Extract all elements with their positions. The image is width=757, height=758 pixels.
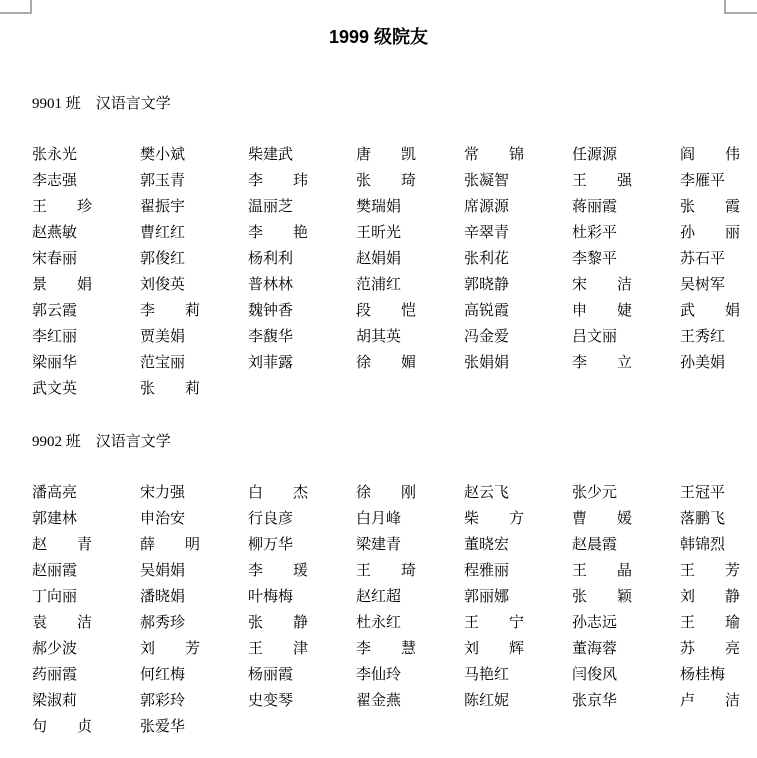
alumni-name: 卢 洁 <box>680 693 740 709</box>
alumni-name: 张 霞 <box>680 199 740 215</box>
alumni-name: 杜永红 <box>356 615 402 631</box>
alumni-name: 王 宁 <box>464 615 524 631</box>
alumni-name: 武 娟 <box>680 303 740 319</box>
alumni-name: 魏钟香 <box>248 303 294 319</box>
alumni-name: 段 恺 <box>356 303 416 319</box>
alumni-name: 马艳红 <box>464 667 510 683</box>
alumni-name: 赵娟娟 <box>356 251 402 267</box>
alumni-name: 郭晓静 <box>464 277 510 293</box>
alumni-name: 句 贞 <box>32 719 92 735</box>
alumni-name: 程雅丽 <box>464 563 510 579</box>
alumni-name: 王 强 <box>572 173 632 189</box>
alumni-name: 王秀红 <box>680 329 726 345</box>
alumni-name: 申治安 <box>140 511 186 527</box>
alumni-name: 叶梅梅 <box>248 589 294 605</box>
alumni-name: 景 娟 <box>32 277 92 293</box>
alumni-name: 曹 媛 <box>572 511 632 527</box>
alumni-name: 张爱华 <box>140 719 186 735</box>
alumni-name: 徐 媚 <box>356 355 416 371</box>
alumni-name: 贾美娟 <box>140 329 186 345</box>
alumni-name: 王 珍 <box>32 199 92 215</box>
alumni-name: 王 晶 <box>572 563 632 579</box>
alumni-name: 董海蓉 <box>572 641 618 657</box>
alumni-name: 柴建武 <box>248 147 294 163</box>
alumni-name: 普林林 <box>248 277 294 293</box>
alumni-name: 曹红红 <box>140 225 186 241</box>
alumni-name: 郭彩玲 <box>140 693 186 709</box>
alumni-name: 落鹏飞 <box>680 511 726 527</box>
alumni-name: 潘晓娟 <box>140 589 186 605</box>
alumni-name: 梁建青 <box>356 537 402 553</box>
alumni-name: 翟金燕 <box>356 693 402 709</box>
alumni-name: 郭云霞 <box>32 303 78 319</box>
alumni-name: 张 静 <box>248 615 308 631</box>
alumni-name: 李红丽 <box>32 329 78 345</box>
alumni-name: 陈红妮 <box>464 693 510 709</box>
alumni-name: 张 莉 <box>140 381 200 397</box>
alumni-name: 赵红超 <box>356 589 402 605</box>
alumni-name: 李 慧 <box>356 641 416 657</box>
alumni-name: 张 颖 <box>572 589 632 605</box>
alumni-name: 赵丽霞 <box>32 563 78 579</box>
alumni-name: 李 莉 <box>140 303 200 319</box>
alumni-name: 范浦红 <box>356 277 402 293</box>
alumni-name: 吴娟娟 <box>140 563 186 579</box>
alumni-name: 常 锦 <box>464 147 524 163</box>
alumni-name: 高锐霞 <box>464 303 510 319</box>
alumni-name: 李 艳 <box>248 225 308 241</box>
alumni-name: 刘 静 <box>680 589 740 605</box>
alumni-name: 宋春丽 <box>32 251 78 267</box>
alumni-name: 苏石平 <box>680 251 726 267</box>
alumni-name: 柳万华 <box>248 537 294 553</box>
alumni-name: 张少元 <box>572 485 618 501</box>
alumni-name: 李 立 <box>572 355 632 371</box>
alumni-name: 王 芳 <box>680 563 740 579</box>
alumni-name: 董晓宏 <box>464 537 510 553</box>
name-grid-9901 <box>32 142 740 402</box>
alumni-name: 李雁平 <box>680 173 726 189</box>
alumni-name: 张京华 <box>572 693 618 709</box>
alumni-name: 席源源 <box>464 199 510 215</box>
alumni-name: 梁丽华 <box>32 355 78 371</box>
section-header-9902: 9902 班 汉语言文学 <box>32 434 171 450</box>
alumni-name: 范宝丽 <box>140 355 186 371</box>
alumni-name: 温丽芝 <box>248 199 294 215</box>
alumni-name: 吴树军 <box>680 277 726 293</box>
alumni-name: 郝秀珍 <box>140 615 186 631</box>
alumni-name: 李 玮 <box>248 173 308 189</box>
alumni-name: 李志强 <box>32 173 78 189</box>
alumni-name: 丁向丽 <box>32 589 78 605</box>
alumni-name: 王冠平 <box>680 485 726 501</box>
alumni-name: 柴 方 <box>464 511 524 527</box>
alumni-name: 闫俊风 <box>572 667 618 683</box>
alumni-name: 史变琴 <box>248 693 294 709</box>
alumni-name: 李 瑗 <box>248 563 308 579</box>
alumni-name: 阎 伟 <box>680 147 740 163</box>
alumni-name: 宋力强 <box>140 485 186 501</box>
alumni-name: 孙美娟 <box>680 355 726 371</box>
text-boundary-mark-top-left <box>30 0 32 14</box>
alumni-name: 韩锦烈 <box>680 537 726 553</box>
alumni-name: 张娟娟 <box>464 355 510 371</box>
alumni-name: 胡其英 <box>356 329 402 345</box>
alumni-name: 蒋丽霞 <box>572 199 618 215</box>
alumni-name: 辛翠青 <box>464 225 510 241</box>
alumni-name: 张 琦 <box>356 173 416 189</box>
alumni-name: 梁淑莉 <box>32 693 78 709</box>
alumni-name: 苏 亮 <box>680 641 740 657</box>
alumni-name: 宋 洁 <box>572 277 632 293</box>
page-title: 1999 级院友 <box>328 27 429 47</box>
alumni-name: 郝少波 <box>32 641 78 657</box>
alumni-name: 武文英 <box>32 381 78 397</box>
alumni-name: 唐 凯 <box>356 147 416 163</box>
alumni-name: 郭玉青 <box>140 173 186 189</box>
alumni-name: 郭建林 <box>32 511 78 527</box>
alumni-name: 张利花 <box>464 251 510 267</box>
alumni-name: 白月峰 <box>356 511 402 527</box>
alumni-name: 薛 明 <box>140 537 200 553</box>
alumni-name: 刘菲露 <box>248 355 294 371</box>
alumni-name: 王昕光 <box>356 225 402 241</box>
alumni-name: 白 杰 <box>248 485 308 501</box>
text-boundary-mark-top-left <box>0 12 32 14</box>
alumni-name: 潘高亮 <box>32 485 78 501</box>
alumni-name: 刘 辉 <box>464 641 524 657</box>
alumni-name: 行良彦 <box>248 511 294 527</box>
alumni-name: 李馥华 <box>248 329 294 345</box>
alumni-name: 杨利利 <box>248 251 294 267</box>
alumni-name: 赵晨霞 <box>572 537 618 553</box>
alumni-name: 杨丽霞 <box>248 667 294 683</box>
alumni-name: 药丽霞 <box>32 667 78 683</box>
alumni-name: 何红梅 <box>140 667 186 683</box>
alumni-name: 申 婕 <box>572 303 632 319</box>
alumni-name: 王 瑜 <box>680 615 740 631</box>
name-grid-9902 <box>32 480 740 740</box>
alumni-name: 杨桂梅 <box>680 667 726 683</box>
alumni-name: 赵 青 <box>32 537 92 553</box>
alumni-name: 张凝智 <box>464 173 510 189</box>
alumni-name: 赵燕敏 <box>32 225 78 241</box>
alumni-name: 刘 芳 <box>140 641 200 657</box>
alumni-name: 郭俊红 <box>140 251 186 267</box>
alumni-name: 翟振宇 <box>140 199 186 215</box>
alumni-name: 任源源 <box>572 147 618 163</box>
section-header-9901: 9901 班 汉语言文学 <box>32 96 171 112</box>
alumni-name: 王 津 <box>248 641 308 657</box>
alumni-name: 李仙玲 <box>356 667 402 683</box>
alumni-name: 刘俊英 <box>140 277 186 293</box>
alumni-name: 袁 洁 <box>32 615 92 631</box>
alumni-name: 张永光 <box>32 147 78 163</box>
text-boundary-mark-top-right <box>724 0 726 14</box>
alumni-name: 孙 丽 <box>680 225 740 241</box>
alumni-name: 赵云飞 <box>464 485 510 501</box>
alumni-name: 王 琦 <box>356 563 416 579</box>
alumni-name: 吕文丽 <box>572 329 618 345</box>
text-boundary-mark-top-right <box>724 12 757 14</box>
alumni-name: 郭丽娜 <box>464 589 510 605</box>
alumni-name: 孙志远 <box>572 615 618 631</box>
alumni-name: 李黎平 <box>572 251 618 267</box>
alumni-name: 冯金爱 <box>464 329 510 345</box>
alumni-name: 徐 刚 <box>356 485 416 501</box>
alumni-name: 杜彩平 <box>572 225 618 241</box>
alumni-name: 樊小斌 <box>140 147 186 163</box>
alumni-name: 樊瑞娟 <box>356 199 402 215</box>
